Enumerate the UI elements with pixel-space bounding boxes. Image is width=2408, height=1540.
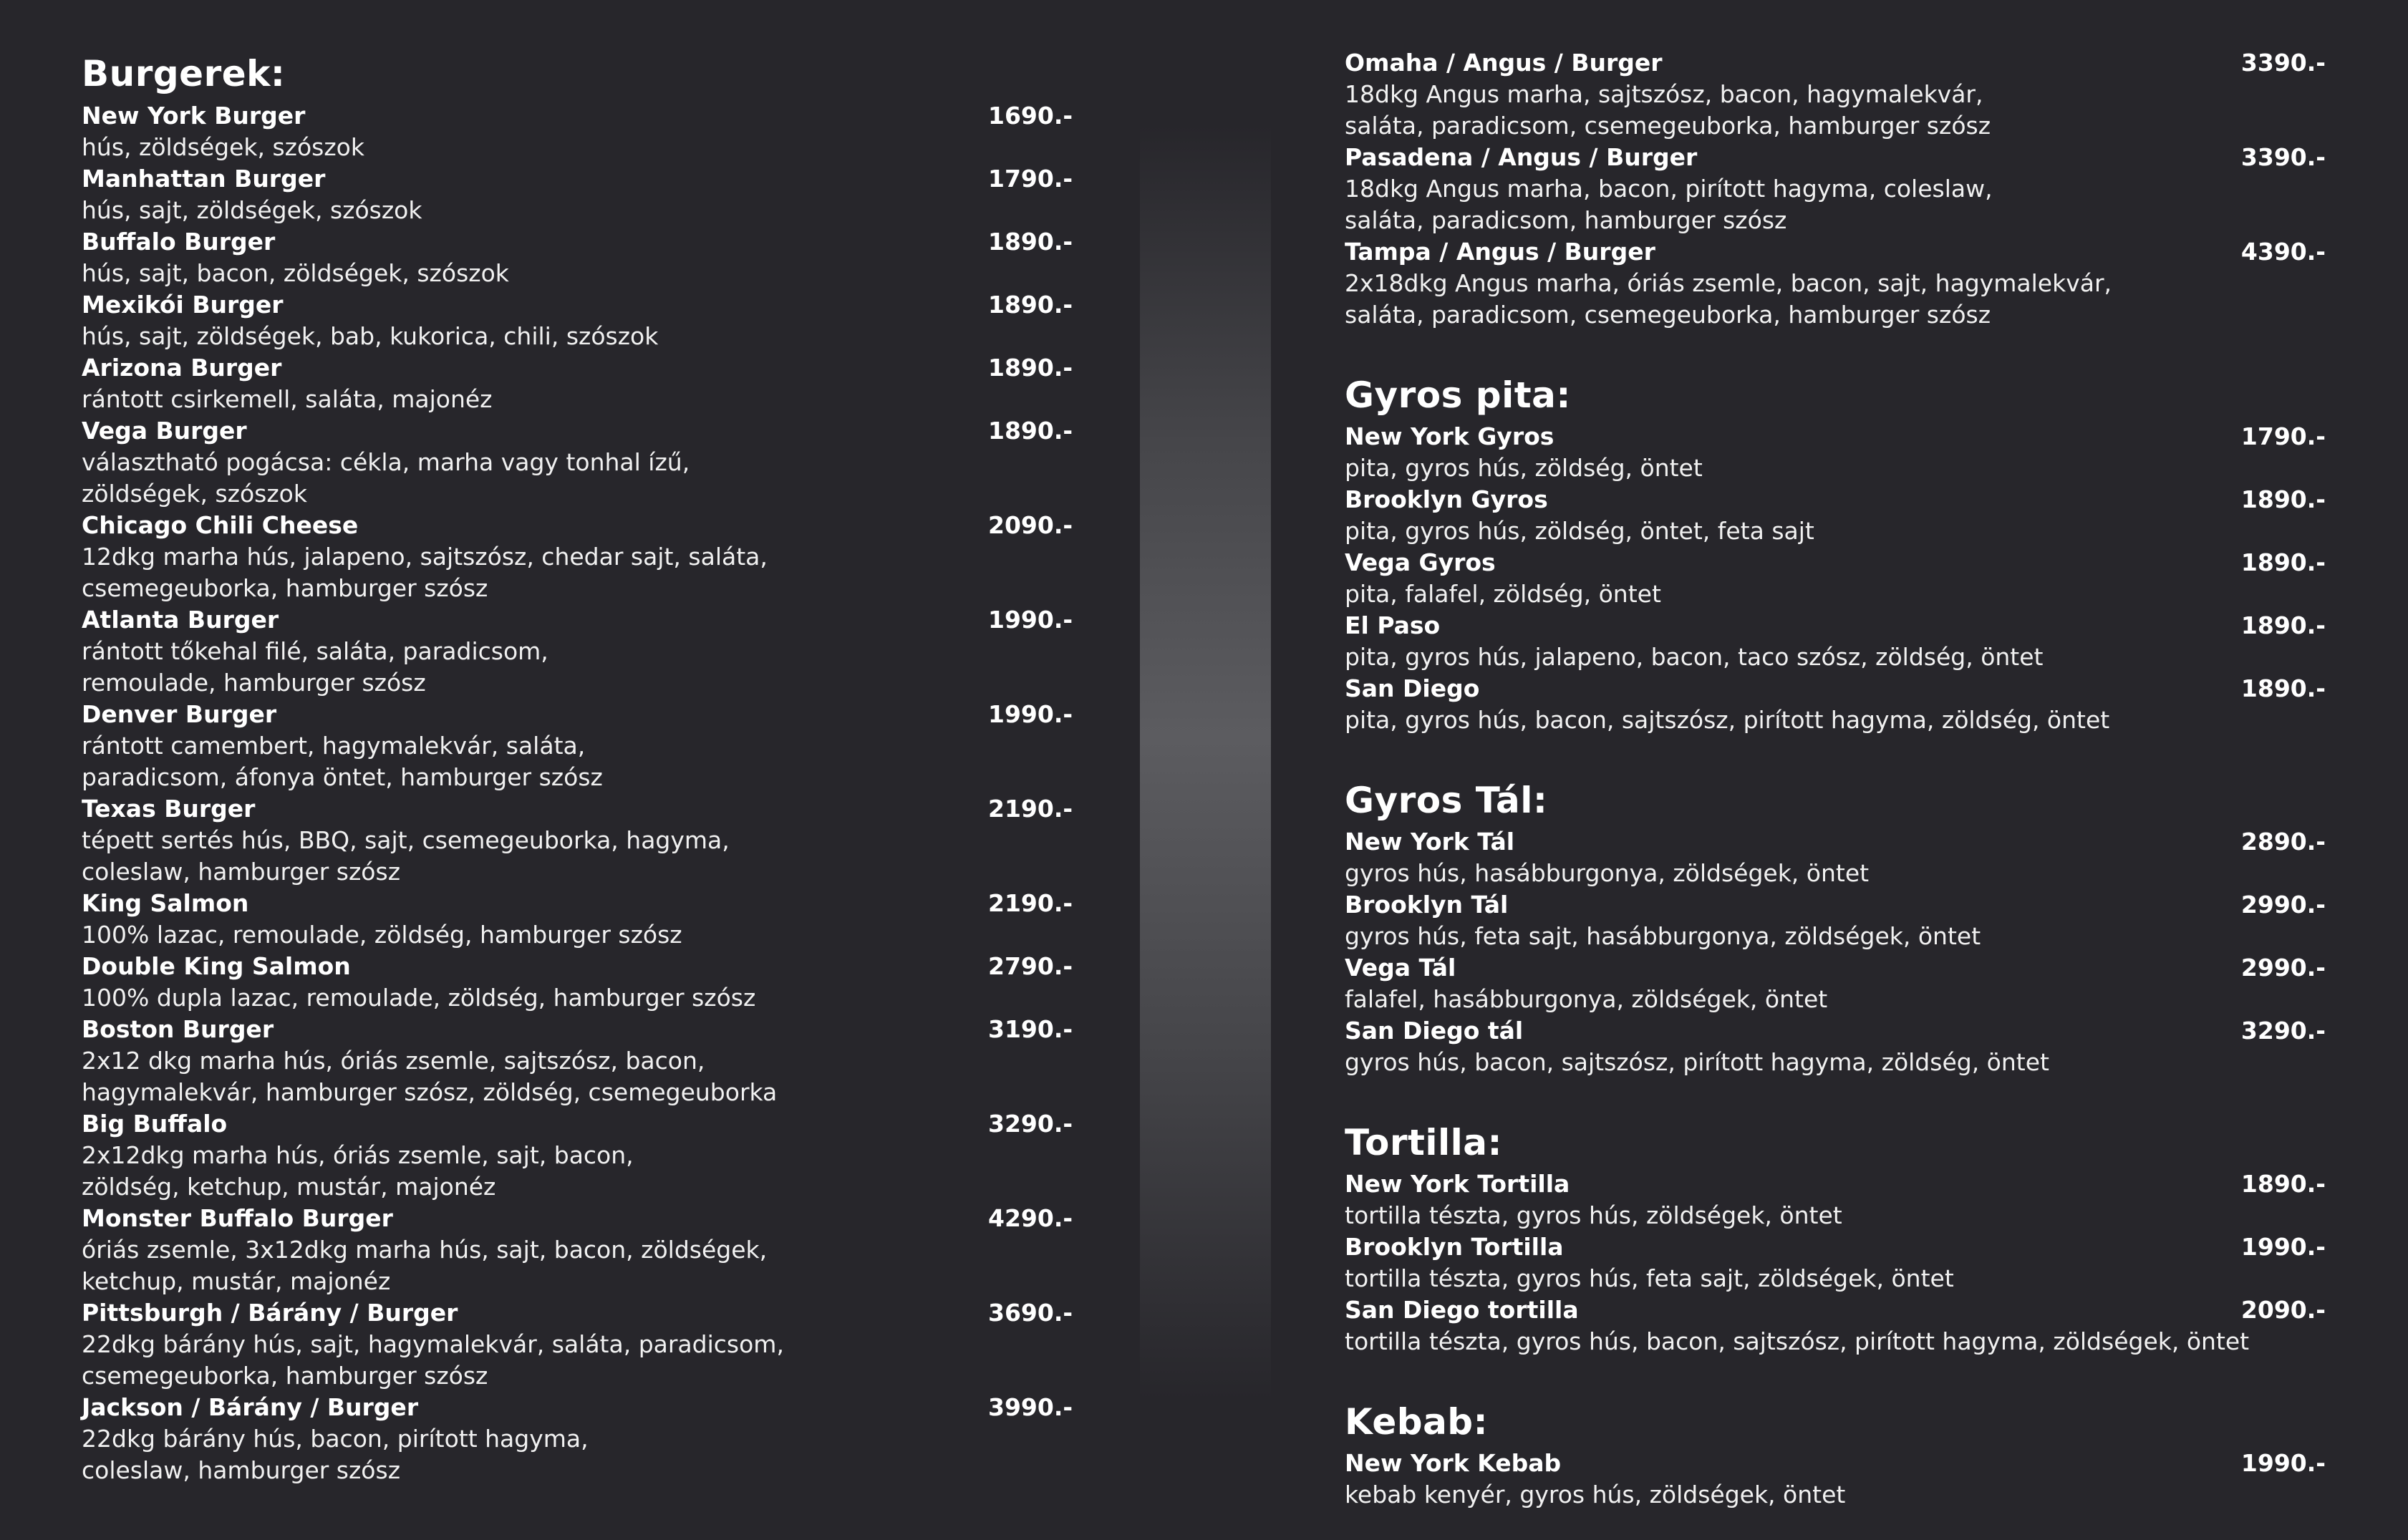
item-description: 100% lazac, remoulade, zöldség, hamburger szósz <box>82 921 682 949</box>
item-name: New York Burger <box>82 102 306 130</box>
section-title-burgerek: Burgerek: <box>82 53 286 95</box>
item-price: 1790.- <box>988 165 1073 193</box>
item-name: San Diego tál <box>1345 1017 1524 1045</box>
item-description: pita, gyros hús, zöldség, öntet, feta sajt <box>1345 517 1814 545</box>
item-description: rántott camembert, hagymalekvár, saláta, paradicsom, áfonya öntet, hamburger szósz <box>82 732 603 791</box>
right-column <box>1345 47 2326 1511</box>
item-description: választható pogácsa: cékla, marha vagy tonhal ízű, zöldségek, szószok <box>82 448 690 508</box>
item-description: gyros hús, feta sajt, hasábburgonya, zöldségek, öntet <box>1345 922 1981 950</box>
item-price: 3290.- <box>2240 1017 2326 1045</box>
menu-item <box>1345 1231 2326 1294</box>
section-title-gyros-tal: Gyros Tál: <box>1345 780 1548 821</box>
item-name: New York Tál <box>1345 828 1515 856</box>
item-name: El Paso <box>1345 611 1441 639</box>
item-name: Chicago Chili Cheese <box>82 511 359 539</box>
item-price: 1790.- <box>2240 422 2326 450</box>
item-price: 2890.- <box>2240 828 2326 856</box>
item-name: New York Kebab <box>1345 1449 1562 1477</box>
menu-item <box>82 100 1073 163</box>
item-name: Big Buffalo <box>82 1110 228 1138</box>
section-tortilla <box>1345 1117 2326 1357</box>
item-name: Brooklyn Tál <box>1345 891 1509 919</box>
item-name: Vega Burger <box>82 417 247 445</box>
item-description: 22dkg bárány hús, bacon, pirított hagyma, coleslaw, hamburger szósz <box>82 1425 589 1484</box>
item-name: Brooklyn Tortilla <box>1345 1233 1564 1261</box>
item-price: 1890.- <box>988 417 1073 445</box>
item-price: 2990.- <box>2240 954 2326 982</box>
menu-item <box>82 699 1073 793</box>
item-name: Texas Burger <box>82 795 256 823</box>
item-price: 1990.- <box>988 606 1073 634</box>
item-description: hús, sajt, zöldségek, bab, kukorica, chili, szószok <box>82 322 659 350</box>
item-price: 2990.- <box>2240 891 2326 919</box>
menu-items-burgerek <box>82 100 1073 1486</box>
item-description: pita, gyros hús, bacon, sajtszósz, pirított hagyma, zöldség, öntet <box>1345 706 2110 734</box>
menu-item <box>1345 1294 2326 1357</box>
item-description: rántott csirkemell, saláta, majonéz <box>82 385 493 413</box>
item-price: 1890.- <box>2240 611 2326 639</box>
item-name: Atlanta Burger <box>82 606 279 634</box>
item-price: 4390.- <box>2240 238 2326 266</box>
menu-item <box>1345 236 2326 331</box>
item-name: Manhattan Burger <box>82 165 326 193</box>
item-description: gyros hús, bacon, sajtszósz, pirított hagyma, zöldség, öntet <box>1345 1048 2049 1076</box>
item-name: Buffalo Burger <box>82 228 276 256</box>
item-description: hús, sajt, zöldségek, szószok <box>82 196 422 224</box>
menu-item <box>82 951 1073 1014</box>
item-description: kebab kenyér, gyros hús, zöldségek, öntet <box>1345 1481 1846 1508</box>
menu-item <box>82 1108 1073 1203</box>
menu-item <box>82 604 1073 699</box>
item-price: 2190.- <box>988 889 1073 917</box>
menu-item <box>82 1014 1073 1108</box>
menu-item <box>1345 484 2326 547</box>
item-name: Tampa / Angus / Burger <box>1345 238 1655 266</box>
menu-item <box>1345 421 2326 484</box>
item-description: pita, gyros hús, jalapeno, bacon, taco szósz, zöldség, öntet <box>1345 643 2044 671</box>
item-price: 1890.- <box>988 291 1073 319</box>
item-description: 12dkg marha hús, jalapeno, sajtszósz, chedar sajt, saláta, csemegeuborka, hamburger szósz <box>82 543 768 602</box>
menu-item <box>1345 47 2326 142</box>
item-description: 2x12 dkg marha hús, óriás zsemle, sajtszósz, bacon, hagymalekvár, hamburger szósz, zöldség, csemegeuborka <box>82 1047 778 1106</box>
menu-item <box>82 1297 1073 1392</box>
item-price: 1890.- <box>2240 485 2326 513</box>
item-price: 2090.- <box>2240 1296 2326 1324</box>
item-description: hús, zöldségek, szószok <box>82 133 364 161</box>
item-description: gyros hús, hasábburgonya, zöldségek, öntet <box>1345 859 1870 887</box>
menu-item <box>1345 1015 2326 1078</box>
item-name: Pasadena / Angus / Burger <box>1345 143 1698 171</box>
item-price: 3690.- <box>988 1299 1073 1327</box>
section-title-gyros-pita: Gyros pita: <box>1345 374 1571 416</box>
item-description: falafel, hasábburgonya, zöldségek, öntet <box>1345 985 1828 1013</box>
item-price: 3190.- <box>988 1015 1073 1043</box>
item-name: Double King Salmon <box>82 952 351 980</box>
item-name: Pittsburgh / Bárány / Burger <box>82 1299 458 1327</box>
item-price: 1690.- <box>988 102 1073 130</box>
center-divider <box>1140 125 1271 1400</box>
item-description: pita, gyros hús, zöldség, öntet <box>1345 454 1703 482</box>
item-price: 1890.- <box>2240 1170 2326 1198</box>
menu-item <box>82 793 1073 888</box>
left-column <box>82 47 1073 1486</box>
menu-item <box>1345 826 2326 889</box>
menu-item <box>82 226 1073 289</box>
item-price: 4290.- <box>988 1204 1073 1232</box>
item-description: 2x12dkg marha hús, óriás zsemle, sajt, bacon, zöldség, ketchup, mustár, majonéz <box>82 1141 634 1201</box>
item-name: Arizona Burger <box>82 354 282 382</box>
section-gyros-pita <box>1345 369 2326 736</box>
item-name: Denver Burger <box>82 700 277 728</box>
item-name: San Diego <box>1345 674 1480 702</box>
item-description: 100% dupla lazac, remoulade, zöldség, hamburger szósz <box>82 984 756 1012</box>
item-price: 1990.- <box>2240 1233 2326 1261</box>
item-price: 2090.- <box>988 511 1073 539</box>
item-price: 1990.- <box>2240 1449 2326 1477</box>
section-angus <box>1345 47 2326 331</box>
item-price: 1890.- <box>988 228 1073 256</box>
item-name: King Salmon <box>82 889 249 917</box>
item-description: 22dkg bárány hús, sajt, hagymalekvár, saláta, paradicsom, csemegeuborka, hamburger szósz <box>82 1330 784 1390</box>
menu-items-angus <box>1345 47 2326 331</box>
item-description: tortilla tészta, gyros hús, bacon, sajtszósz, pirított hagyma, zöldségek, öntet <box>1345 1327 2250 1355</box>
menu-item <box>82 1203 1073 1297</box>
item-price: 1890.- <box>2240 548 2326 576</box>
item-name: Boston Burger <box>82 1015 274 1043</box>
item-price: 3990.- <box>988 1393 1073 1421</box>
item-price: 2790.- <box>988 952 1073 980</box>
item-price: 1890.- <box>988 354 1073 382</box>
item-name: Vega Gyros <box>1345 548 1496 576</box>
item-name: Brooklyn Gyros <box>1345 485 1548 513</box>
menu-items-kebab <box>1345 1448 2326 1511</box>
section-burgerek <box>82 47 1073 1486</box>
menu-items-tortilla <box>1345 1168 2326 1357</box>
item-description: pita, falafel, zöldség, öntet <box>1345 580 1661 608</box>
menu-item <box>1345 673 2326 736</box>
item-description: óriás zsemle, 3x12dkg marha hús, sajt, bacon, zöldségek, ketchup, mustár, majonéz <box>82 1236 768 1295</box>
item-name: Vega Tál <box>1345 954 1456 982</box>
menu-item <box>1345 952 2326 1015</box>
item-name: Omaha / Angus / Burger <box>1345 49 1663 77</box>
menu-item <box>1345 142 2326 236</box>
menu-item <box>82 415 1073 510</box>
menu-item <box>1345 889 2326 952</box>
item-name: New York Tortilla <box>1345 1170 1570 1198</box>
item-name: Mexikói Burger <box>82 291 284 319</box>
item-description: tortilla tészta, gyros hús, zöldségek, öntet <box>1345 1201 1842 1229</box>
section-gyros-tal <box>1345 775 2326 1078</box>
menu-items-gyros-tal <box>1345 826 2326 1078</box>
item-price: 3290.- <box>988 1110 1073 1138</box>
menu-item <box>82 510 1073 604</box>
item-description: 2x18dkg Angus marha, óriás zsemle, bacon, sajt, hagymalekvár, saláta, paradicsom, csemegeuborka, hamburger szósz <box>1345 269 2112 329</box>
item-description: rántott tőkehal filé, saláta, paradicsom, remoulade, hamburger szósz <box>82 637 548 697</box>
item-description: 18dkg Angus marha, sajtszósz, bacon, hagymalekvár, saláta, paradicsom, csemegeuborka, hamburger szósz <box>1345 80 1991 140</box>
section-title-tortilla: Tortilla: <box>1345 1122 1503 1163</box>
item-description: 18dkg Angus marha, bacon, pirított hagyma, coleslaw, saláta, paradicsom, hamburger szósz <box>1345 175 1993 234</box>
item-name: New York Gyros <box>1345 422 1554 450</box>
item-name: San Diego tortilla <box>1345 1296 1579 1324</box>
item-description: tortilla tészta, gyros hús, feta sajt, zöldségek, öntet <box>1345 1264 1954 1292</box>
menu-item <box>82 163 1073 226</box>
item-name: Jackson / Bárány / Burger <box>82 1393 419 1421</box>
menu-item <box>1345 547 2326 610</box>
menu-item <box>1345 1168 2326 1231</box>
menu-items-gyros-pita <box>1345 421 2326 736</box>
item-price: 1990.- <box>988 700 1073 728</box>
menu-item <box>82 289 1073 352</box>
item-price: 3390.- <box>2240 49 2326 77</box>
menu-item <box>1345 610 2326 673</box>
item-price: 2190.- <box>988 795 1073 823</box>
item-description: hús, sajt, bacon, zöldségek, szószok <box>82 259 509 287</box>
section-kebab <box>1345 1396 2326 1511</box>
item-name: Monster Buffalo Burger <box>82 1204 393 1232</box>
section-title-kebab: Kebab: <box>1345 1401 1489 1443</box>
item-price: 3390.- <box>2240 143 2326 171</box>
menu-item <box>82 352 1073 415</box>
menu-item <box>1345 1448 2326 1511</box>
item-description: tépett sertés hús, BBQ, sajt, csemegeuborka, hagyma, coleslaw, hamburger szósz <box>82 826 730 886</box>
menu-item <box>82 888 1073 951</box>
item-price: 1890.- <box>2240 674 2326 702</box>
menu-item <box>82 1392 1073 1486</box>
